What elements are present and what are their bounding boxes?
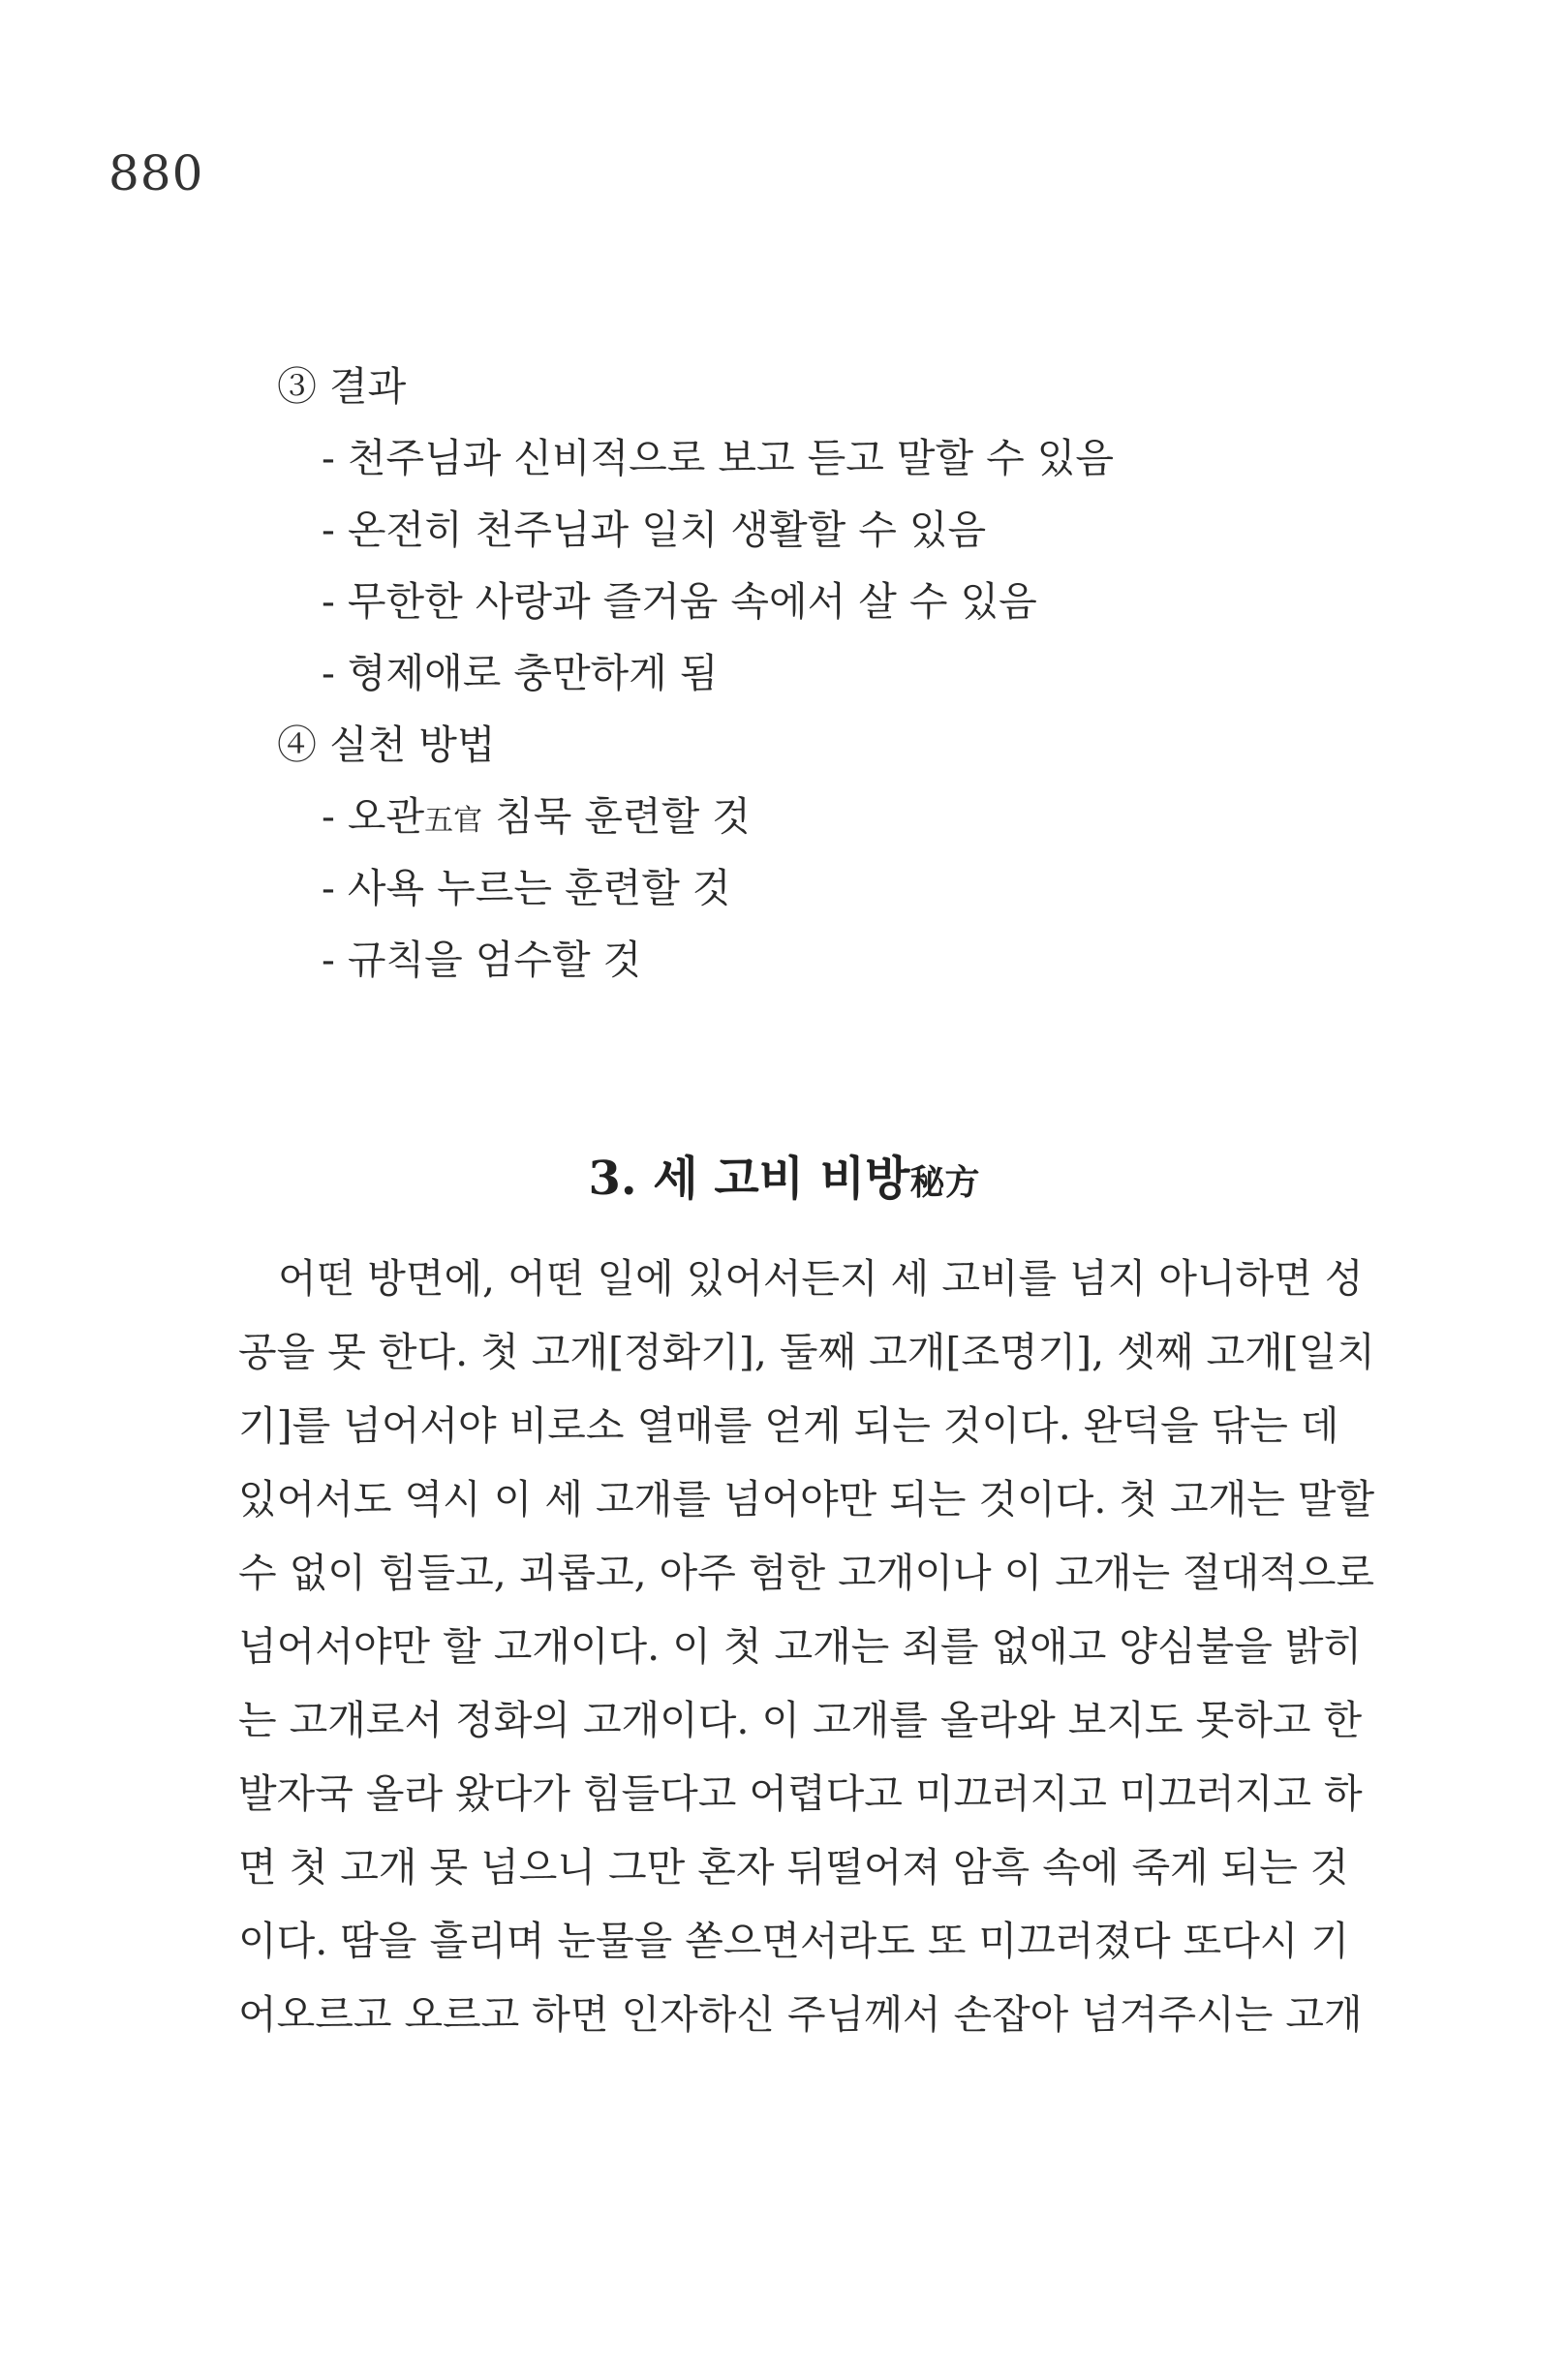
body-line: 수 없이 힘들고, 괴롭고, 아주 험한 고개이나 이 고개는 절대적으로 <box>238 1550 1375 1596</box>
body-line: 는 고개로서 정화의 고개이다. 이 고개를 올라와 보지도 못하고 한 <box>238 1697 1363 1743</box>
outline-item: - 형제애로 충만하게 됨 <box>322 650 719 696</box>
body-line: 기]를 넘어서야 비로소 열매를 얻게 되는 것이다. 완덕을 닦는 데 <box>238 1402 1339 1449</box>
body-line: 이다. 땀을 흘리며 눈물을 쏟으면서라도 또 미끄러졌다 또다시 기 <box>238 1918 1350 1964</box>
body-line: 있어서도 역시 이 세 고개를 넘어야만 되는 것이다. 첫 고개는 말할 <box>238 1476 1375 1522</box>
body-line: 발자국 올라 왔다가 힘들다고 어렵다고 미끄러지고 미끄러지고 하 <box>238 1770 1363 1817</box>
page-number: 880 <box>108 145 204 201</box>
outline-list <box>277 351 1342 996</box>
body-line: 면 첫 고개 못 넘으니 그만 혼자 뒤떨어져 암흑 속에 죽게 되는 것 <box>238 1844 1349 1891</box>
outline-item <box>277 781 1342 852</box>
body-line: 어떤 방면에, 어떤 일에 있어서든지 세 고비를 넘지 아니하면 성 <box>238 1255 1364 1302</box>
body-paragraph <box>238 1242 1375 2051</box>
hanja-annotation: 五官 <box>424 804 483 838</box>
body-line: 넘어서야만 할 고개이다. 이 첫 고개는 죄를 없애고 양심불을 밝히 <box>238 1623 1363 1670</box>
outline-item: - 규칙을 엄수할 것 <box>322 937 642 983</box>
section-title-hanja: 秘方 <box>909 1162 980 1203</box>
section-title-text: 3. 세 고비 비방 <box>588 1152 910 1206</box>
outline-heading-result: ③ 결과 <box>277 363 407 410</box>
body-line: 공을 못 한다. 첫 고개[정화기], 둘째 고개[조명기], 셋째 고개[일치 <box>238 1329 1375 1375</box>
outline-heading-practice: ④ 실천 방법 <box>277 722 496 768</box>
outline-item-text: - 오관 <box>322 793 425 840</box>
body-line: 어오르고 오르고 하면 인자하신 주님께서 손잡아 넘겨주시는 고개 <box>238 1991 1363 2038</box>
outline-item: - 천주님과 신비적으로 보고 듣고 말할 수 있음 <box>322 435 1114 481</box>
outline-item-text: 침묵 훈련할 것 <box>482 793 751 840</box>
section-title <box>0 1141 1568 1208</box>
outline-item: - 사욕 누르는 훈련할 것 <box>322 865 731 911</box>
outline-item: - 온전히 천주님과 일치 생활할 수 있음 <box>322 507 987 553</box>
outline-item: - 무한한 사랑과 즐거움 속에서 살 수 있음 <box>322 578 1037 625</box>
